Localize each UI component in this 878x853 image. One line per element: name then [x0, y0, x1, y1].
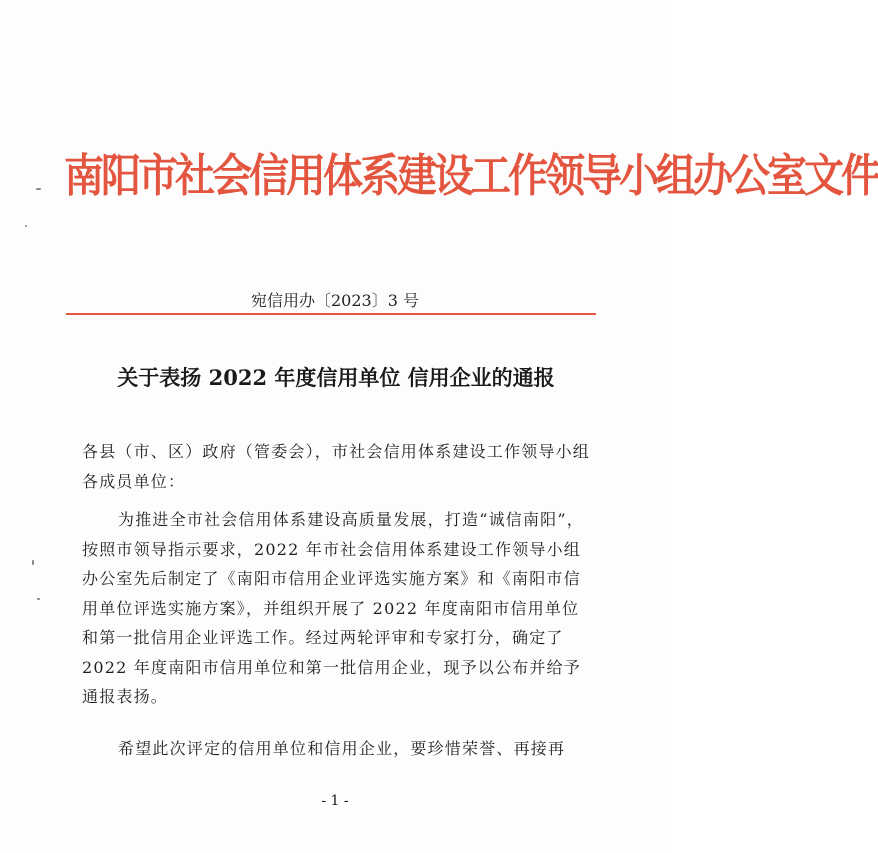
document-header-title: 南阳市社会信用体系建设工作领导小组办公室文件	[64, 150, 878, 203]
body-paragraph-1: 为推进全市社会信用体系建设高质量发展，打造“诚信南阳”，按照市领导指示要求，2022 年市社会信用体系建设工作领导小组办公室先后制定了《南阳市信用企业评选实施方案》和《南阳市信用单位评选实施方案》，并组织开展了 2022 年度南阳市信用单位和第一批信用企业评选工作。经过两轮评审和专家打分，确定了 2022 年度南阳市信用单位和第一批信用企业，现予以公布并给予通报表扬。	[82, 510, 584, 706]
scan-speck	[32, 560, 34, 565]
scan-speck	[25, 225, 27, 227]
page-number: - 1 -	[321, 793, 349, 809]
notice-title: 关于表扬 2022 年度信用单位 信用企业的通报	[117, 365, 555, 390]
document-number: 宛信用办〔2023〕3 号	[251, 291, 419, 310]
scan-speck	[36, 188, 41, 190]
scan-speck	[37, 598, 40, 600]
body-paragraph-2: 希望此次评定的信用单位和信用企业，要珍惜荣誉、再接再	[118, 739, 566, 758]
red-divider-line	[66, 313, 596, 315]
salutation: 各县（市、区）政府（管委会），市社会信用体系建设工作领导小组各成员单位：	[82, 442, 591, 491]
